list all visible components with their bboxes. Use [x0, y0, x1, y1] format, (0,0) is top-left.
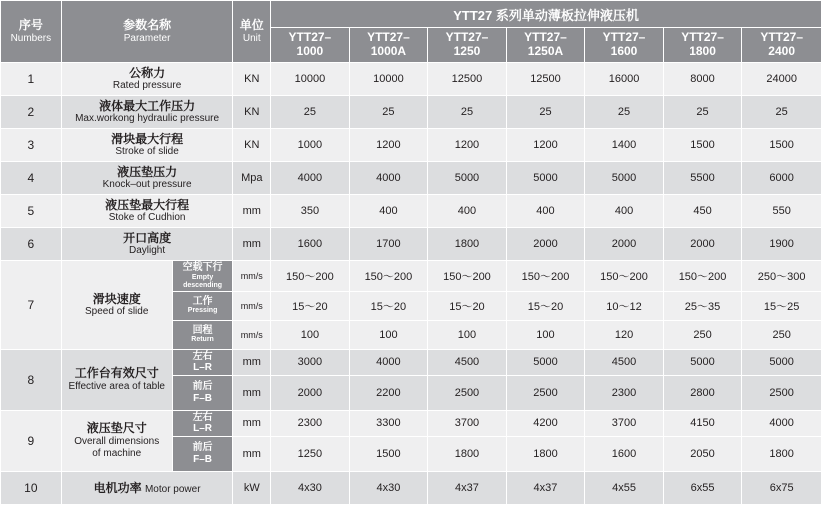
- header-model-4: YTT27– 1250A: [506, 28, 585, 63]
- cell-value: 350: [271, 195, 350, 228]
- cell-value: 100: [349, 320, 428, 349]
- header-model-5: YTT27– 1600: [585, 28, 664, 63]
- row-parameter: 滑块最大行程 Stroke of slide: [61, 129, 233, 162]
- cell-value: 250～300: [742, 261, 822, 292]
- cell-value: 15～20: [428, 291, 507, 320]
- cell-value: 2300: [585, 375, 664, 410]
- row-number: 6: [1, 228, 62, 261]
- cell-value: 1200: [506, 129, 585, 162]
- row-unit: Mpa: [233, 162, 271, 195]
- row-parameter: 电机功率 Motor power: [61, 471, 233, 504]
- cell-value: 5000: [663, 349, 742, 375]
- cell-value: 2000: [271, 375, 350, 410]
- cell-value: 150～200: [428, 261, 507, 292]
- cell-value: 2300: [271, 410, 350, 436]
- cell-value: 150～200: [349, 261, 428, 292]
- cell-value: 100: [271, 320, 350, 349]
- row-unit: KN: [233, 96, 271, 129]
- table-row: [1, 195, 822, 228]
- cell-value: 25: [506, 96, 585, 129]
- cell-value: 1500: [663, 129, 742, 162]
- row-unit: mm/s: [233, 291, 271, 320]
- row-parameter: 液压垫最大行程 Stoke of Cudhion: [61, 195, 233, 228]
- table-row: [1, 63, 822, 96]
- cell-value: 250: [742, 320, 822, 349]
- table-row: [1, 162, 822, 195]
- cell-value: 1400: [585, 129, 664, 162]
- cell-value: 12500: [506, 63, 585, 96]
- cell-value: 1800: [742, 436, 822, 471]
- table-row: [1, 129, 822, 162]
- cell-value: 2000: [585, 228, 664, 261]
- cell-value: 25: [663, 96, 742, 129]
- cell-value: 4000: [271, 162, 350, 195]
- cell-value: 2000: [663, 228, 742, 261]
- cell-value: 400: [585, 195, 664, 228]
- subrow-label: 左右 L–R: [172, 349, 233, 375]
- row-unit: mm: [233, 410, 271, 436]
- cell-value: 1800: [506, 436, 585, 471]
- table-row: [1, 228, 822, 261]
- row-unit: mm/s: [233, 261, 271, 292]
- row-parameter: 工作台有效尺寸 Effective area of table: [61, 349, 172, 410]
- cell-value: 100: [428, 320, 507, 349]
- cell-value: 1800: [428, 436, 507, 471]
- cell-value: 2500: [428, 375, 507, 410]
- cell-value: 12500: [428, 63, 507, 96]
- cell-value: 15～20: [349, 291, 428, 320]
- cell-value: 3300: [349, 410, 428, 436]
- header-unit: 单位 Unit: [233, 1, 271, 63]
- cell-value: 15～20: [271, 291, 350, 320]
- cell-value: 2500: [742, 375, 822, 410]
- subrow-label: 左右 L–R: [172, 410, 233, 436]
- cell-value: 2800: [663, 375, 742, 410]
- cell-value: 5000: [428, 162, 507, 195]
- cell-value: 100: [506, 320, 585, 349]
- cell-value: 150～200: [506, 261, 585, 292]
- row-number: 9: [1, 410, 62, 471]
- row-parameter: 开口高度 Daylight: [61, 228, 233, 261]
- cell-value: 150～200: [585, 261, 664, 292]
- cell-value: 1800: [428, 228, 507, 261]
- cell-value: 1250: [271, 436, 350, 471]
- cell-value: 2000: [506, 228, 585, 261]
- header-model-6: YTT27– 1800: [663, 28, 742, 63]
- row-number: 5: [1, 195, 62, 228]
- cell-value: 25: [349, 96, 428, 129]
- table-row: [1, 96, 822, 129]
- cell-value: 2050: [663, 436, 742, 471]
- cell-value: 1700: [349, 228, 428, 261]
- cell-value: 3000: [271, 349, 350, 375]
- header-series-title: YTT27 系列单动薄板拉伸液压机: [271, 1, 822, 28]
- cell-value: 3700: [428, 410, 507, 436]
- cell-value: 6x55: [663, 471, 742, 504]
- row-unit: mm: [233, 375, 271, 410]
- table-row: [1, 471, 822, 504]
- cell-value: 1500: [349, 436, 428, 471]
- cell-value: 10～12: [585, 291, 664, 320]
- cell-value: 1900: [742, 228, 822, 261]
- cell-value: 4500: [585, 349, 664, 375]
- cell-value: 400: [428, 195, 507, 228]
- header-numbers: 序号 Numbers: [1, 1, 62, 63]
- cell-value: 5500: [663, 162, 742, 195]
- cell-value: 5000: [506, 349, 585, 375]
- row-number: 7: [1, 261, 62, 350]
- header-model-2: YTT27– 1000A: [349, 28, 428, 63]
- cell-value: 4x30: [349, 471, 428, 504]
- subrow-label: 工作 Pressing: [172, 291, 233, 320]
- header-model-3: YTT27– 1250: [428, 28, 507, 63]
- cell-value: 250: [663, 320, 742, 349]
- cell-value: 4x37: [428, 471, 507, 504]
- row-number: 1: [1, 63, 62, 96]
- row-parameter: 液体最大工作压力 Max.workong hydraulic pressure: [61, 96, 233, 129]
- cell-value: 1200: [349, 129, 428, 162]
- subrow-label: 回程 Return: [172, 320, 233, 349]
- row-number: 8: [1, 349, 62, 410]
- cell-value: 2200: [349, 375, 428, 410]
- cell-value: 3700: [585, 410, 664, 436]
- cell-value: 150～200: [271, 261, 350, 292]
- cell-value: 4000: [742, 410, 822, 436]
- subrow-label: 前后 F–B: [172, 436, 233, 471]
- cell-value: 15～25: [742, 291, 822, 320]
- row-number: 3: [1, 129, 62, 162]
- cell-value: 150～200: [663, 261, 742, 292]
- cell-value: 4000: [349, 349, 428, 375]
- row-unit: mm: [233, 195, 271, 228]
- cell-value: 1500: [742, 129, 822, 162]
- cell-value: 1000: [271, 129, 350, 162]
- row-parameter: 液压垫压力 Knock–out pressure: [61, 162, 233, 195]
- row-parameter: 液压垫尺寸 Overall dimensions of machine: [61, 410, 172, 471]
- cell-value: 10000: [349, 63, 428, 96]
- row-unit: KN: [233, 63, 271, 96]
- cell-value: 4200: [506, 410, 585, 436]
- cell-value: 16000: [585, 63, 664, 96]
- row-unit: kW: [233, 471, 271, 504]
- cell-value: 8000: [663, 63, 742, 96]
- subrow-label: 空载下行 Empty descending: [172, 261, 233, 292]
- cell-value: 1600: [271, 228, 350, 261]
- cell-value: 5000: [506, 162, 585, 195]
- cell-value: 1200: [428, 129, 507, 162]
- cell-value: 4500: [428, 349, 507, 375]
- cell-value: 5000: [585, 162, 664, 195]
- cell-value: 4000: [349, 162, 428, 195]
- cell-value: 400: [506, 195, 585, 228]
- cell-value: 120: [585, 320, 664, 349]
- table-row: [1, 261, 822, 292]
- cell-value: 6000: [742, 162, 822, 195]
- cell-value: 4x30: [271, 471, 350, 504]
- header-model-7: YTT27– 2400: [742, 28, 822, 63]
- cell-value: 550: [742, 195, 822, 228]
- cell-value: 4x55: [585, 471, 664, 504]
- cell-value: 24000: [742, 63, 822, 96]
- row-number: 2: [1, 96, 62, 129]
- cell-value: 400: [349, 195, 428, 228]
- row-unit: mm/s: [233, 320, 271, 349]
- row-number: 10: [1, 471, 62, 504]
- header-model-1: YTT27– 1000: [271, 28, 350, 63]
- cell-value: 25: [742, 96, 822, 129]
- cell-value: 25～35: [663, 291, 742, 320]
- cell-value: 4x37: [506, 471, 585, 504]
- table-row: [1, 410, 822, 436]
- cell-value: 4150: [663, 410, 742, 436]
- row-unit: mm: [233, 349, 271, 375]
- row-unit: KN: [233, 129, 271, 162]
- row-parameter: 公称力 Rated pressure: [61, 63, 233, 96]
- cell-value: 25: [585, 96, 664, 129]
- row-unit: mm: [233, 228, 271, 261]
- cell-value: 10000: [271, 63, 350, 96]
- cell-value: 450: [663, 195, 742, 228]
- cell-value: 6x75: [742, 471, 822, 504]
- cell-value: 25: [428, 96, 507, 129]
- subrow-label: 前后 F–B: [172, 375, 233, 410]
- cell-value: 5000: [742, 349, 822, 375]
- header-parameter: 参数名称 Parameter: [61, 1, 233, 63]
- table-row: [1, 349, 822, 375]
- cell-value: 25: [271, 96, 350, 129]
- row-parameter: 滑块速度 Speed of slide: [61, 261, 172, 350]
- row-unit: mm: [233, 436, 271, 471]
- row-number: 4: [1, 162, 62, 195]
- cell-value: 2500: [506, 375, 585, 410]
- cell-value: 15～20: [506, 291, 585, 320]
- table-header-row-1: [1, 1, 822, 28]
- cell-value: 1600: [585, 436, 664, 471]
